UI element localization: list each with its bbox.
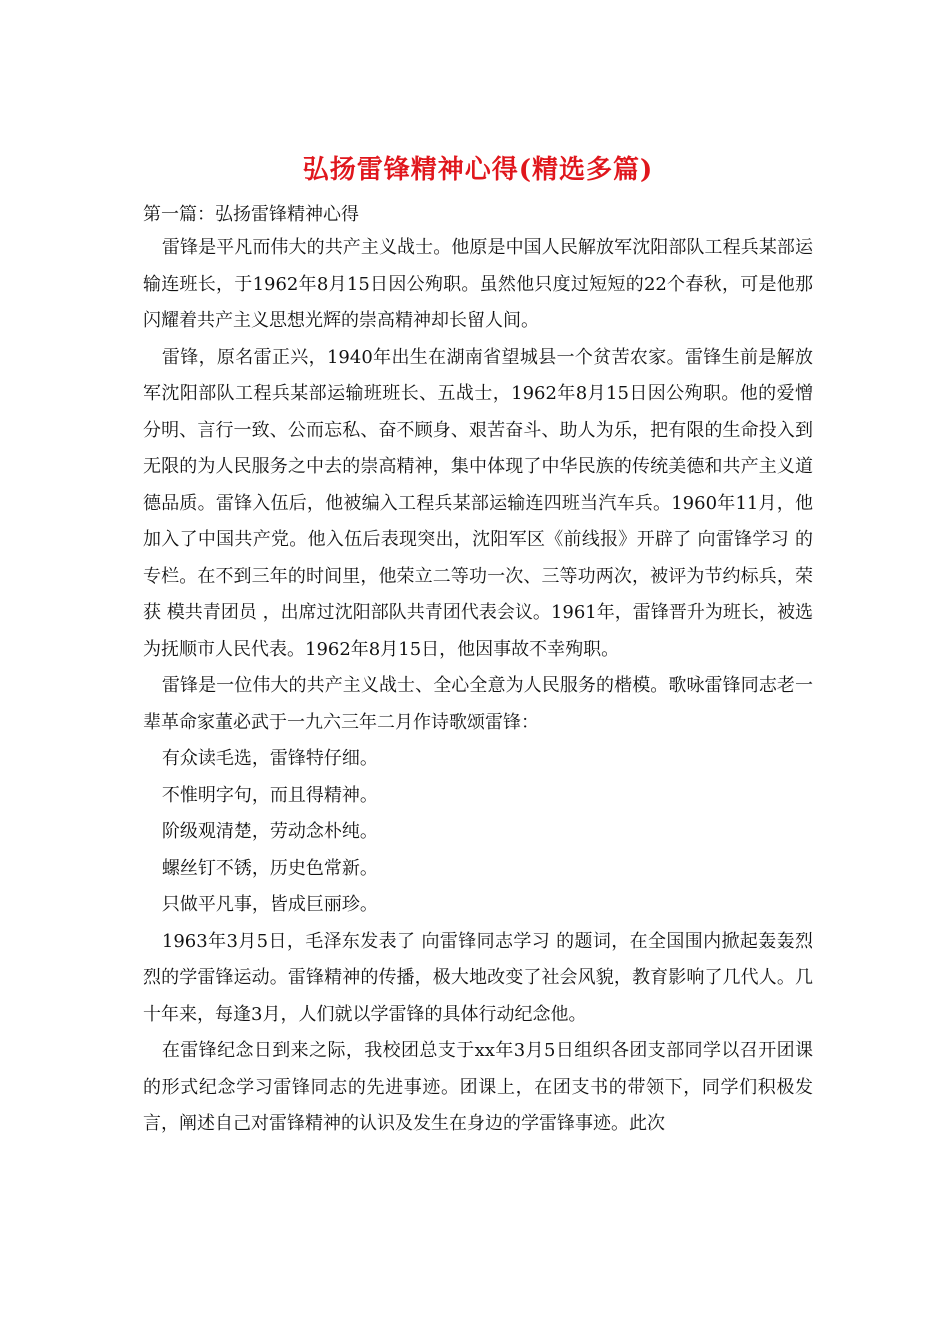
poem-line: 只做平凡事，皆成巨丽珍。 (161, 894, 378, 915)
poem-line: 阶级观清楚，劳动念朴纯。 (161, 821, 378, 842)
document-title: 弘扬雷锋精神心得(精选多篇) (302, 155, 654, 185)
poem-line: 螺丝钉不锈，历史色常新。 (161, 857, 378, 879)
paragraph-2: 雷锋，原名雷正兴，1940年出生在湖南省望城县一个贫苦农家。雷锋生前是解放军沈阳部队工程兵某部运输班班长、五战士，1962年8月15日因公殉职。他的爱憎分明、言行一致、公而忘私、奋不顾身、艰苦奋斗、助人为乐，把有限的生命投入到无限的为人民服务之中去的崇高精神，集中体现了中华民族的传统美德和共产主义道德品质。雷锋入伍后，他被编入工程兵某部运输连四班当汽车兵。1960年11月，他加入了中国共产党。他入伍后表现突出，沈阳军区《前线报》开辟了 向雷锋学习 的专栏。在不到三年的时间里，他荣立二等功一次、三等功两次，被评为节约标兵，荣获 模共青团员 ，出席过沈阳部队共青团代表会议。1961年，雷锋晋升为班长，被选为抚顺市人民代表。1962年8月15日，他因事故不幸殉职。 (143, 346, 813, 660)
paragraph-3: 雷锋是一位伟大的共产主义战士、全心全意为人民服务的楷模。歌咏雷锋同志老一辈革命家董必武于一九六三年二月作诗歌颂雷锋： (143, 675, 813, 733)
poem-line: 有众读毛选，雷锋特仔细。 (161, 748, 378, 769)
section-heading: 第一篇：弘扬雷锋精神心得 (143, 204, 359, 225)
paragraph-5: 在雷锋纪念日到来之际，我校团总支于xx年3月5日组织各团支部同学以召开团课的形式纪念学习雷锋同志的先进事迹。团课上，在团支书的带领下，同学们积极发言，阐述自己对雷锋精神的认识及发生在身边的学雷锋事迹。此次 (143, 1040, 813, 1134)
document-body (143, 150, 813, 1143)
poem-line: 不惟明字句，而且得精神。 (161, 784, 378, 806)
paragraph-4: 1963年3月5日，毛泽东发表了 向雷锋同志学习 的题词，在全国围内掀起轰轰烈烈的学雷锋运动。雷锋精神的传播，极大地改变了社会风貌，教育影响了几代人。几十年来，每逢3月，人们就以学雷锋的具体行动纪念他。 (143, 930, 813, 1025)
poem (143, 741, 813, 924)
paragraph-1: 雷锋是平凡而伟大的共产主义战士。他原是中国人民解放军沈阳部队工程兵某部运输连班长，于1962年8月15日因公殉职。虽然他只度过短短的22个春秋，可是他那闪耀着共产主义思想光辉的崇高精神却长留人间。 (143, 237, 813, 331)
